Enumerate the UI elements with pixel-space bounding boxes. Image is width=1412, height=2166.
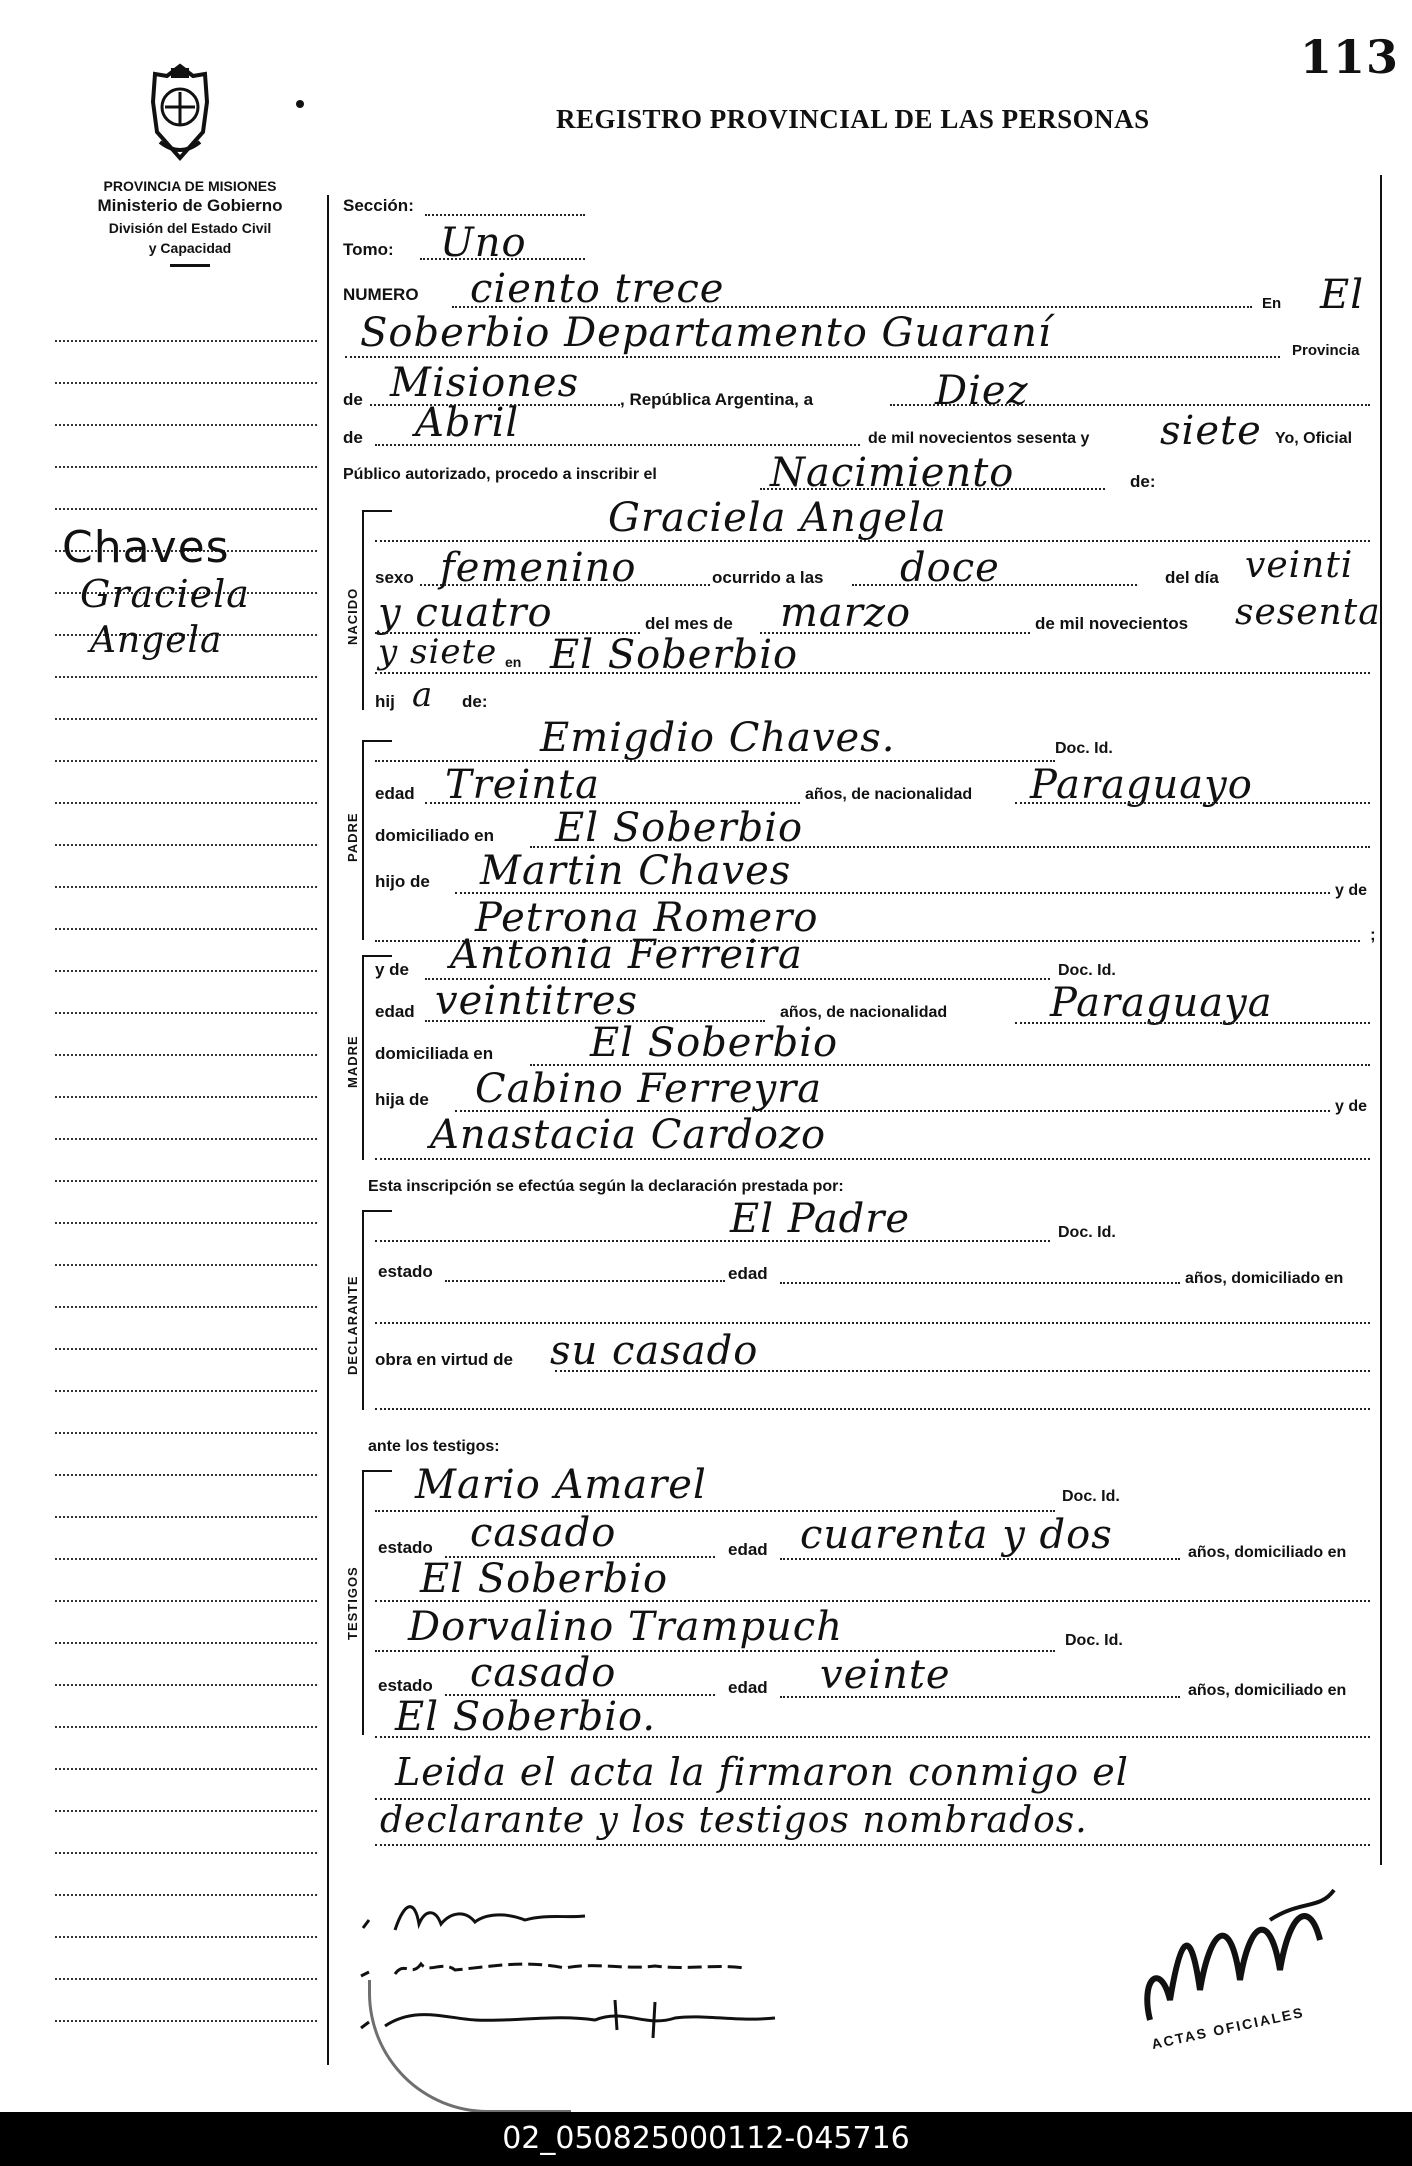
margin-dotted-line <box>55 1390 317 1392</box>
margin-dotted-line <box>55 802 317 804</box>
sexo-value: femenino <box>440 545 637 591</box>
padre-edad-label: edad <box>375 784 415 803</box>
padre-bracket <box>362 740 364 940</box>
testigo2-dom-value: El Soberbio. <box>395 1694 657 1740</box>
republica-label: , República Argentina, a <box>620 390 814 409</box>
anio2-value: y siete <box>378 632 498 672</box>
testigo2-estado-label: estado <box>378 1676 433 1695</box>
lugar-value: Soberbio Departamento Guaraní <box>360 310 1052 356</box>
declarante-bracket <box>362 1210 364 1410</box>
margin-dotted-line <box>55 928 317 930</box>
madre-dom-label: domiciliada en <box>375 1044 494 1063</box>
testigo1-dom-value: El Soberbio <box>420 1556 669 1602</box>
dia-value: veinti <box>1245 545 1354 586</box>
margin-dotted-line <box>55 1852 317 1854</box>
margin-dotted-line <box>55 886 317 888</box>
margin-dotted-line <box>55 1600 317 1602</box>
margin-note-line2: Graciela <box>80 572 250 616</box>
provincia-label: Provincia <box>1292 342 1360 359</box>
lugar-nac-value: El Soberbio <box>550 632 799 678</box>
testigos-bracket <box>362 1470 364 1735</box>
tomo-label: Tomo: <box>343 240 394 259</box>
margin-border <box>327 195 329 2065</box>
org-line3: División del Estado Civil <box>108 220 272 236</box>
mes-reg-value: Abril <box>415 400 520 446</box>
madre-dom-value: El Soberbio <box>590 1020 839 1066</box>
nacido-section-title: NACIDO <box>345 587 360 645</box>
testigo2-anios-label: años, domiciliado en <box>1188 1682 1347 1699</box>
padre-nac-label: años, de nacionalidad <box>805 786 973 803</box>
margin-dotted-line <box>55 1810 317 1812</box>
padre-dom-label: domiciliado en <box>375 826 495 845</box>
testigo1-estado-label: estado <box>378 1538 433 1557</box>
testigo1-edad-value: cuarenta y dos <box>800 1512 1113 1558</box>
padre-madre-value: Petrona Romero <box>475 895 819 941</box>
testigo1-value: Mario Amarel <box>415 1462 707 1508</box>
de3-label: de: <box>1130 472 1156 491</box>
madre-hija-de-label: hija de <box>375 1090 429 1109</box>
madre-doc-label: Doc. Id. <box>1058 962 1116 979</box>
numero-value: ciento trece <box>470 266 725 312</box>
madre-edad-value: veintitres <box>435 978 639 1024</box>
madre-bracket <box>362 955 364 1160</box>
padre-padre-value: Martin Chaves <box>480 848 792 894</box>
signature-declarante <box>355 1890 655 1945</box>
padre-hijo-de-label: hijo de <box>375 872 430 891</box>
margin-dotted-line <box>55 466 317 468</box>
de-label: de <box>343 390 363 409</box>
madre-y-de2-label: y de <box>1335 1098 1368 1115</box>
padre-semicolon: ; <box>1370 925 1376 944</box>
obra-value: su casado <box>550 1328 759 1374</box>
margin-dotted-line <box>55 1768 317 1770</box>
padre-doc-label: Doc. Id. <box>1055 740 1113 757</box>
dia2-value: y cuatro <box>378 590 553 636</box>
coat-of-arms-icon <box>145 62 215 167</box>
padre-section-title: PADRE <box>345 812 360 862</box>
madre-edad-label: edad <box>375 1002 415 1021</box>
margin-dotted-line <box>55 1558 317 1560</box>
declarante-edad-label: edad <box>728 1264 768 1283</box>
margin-dotted-line <box>55 1222 317 1224</box>
margin-dotted-line <box>55 1474 317 1476</box>
testigos-section-title: TESTIGOS <box>345 1566 360 1640</box>
margin-dotted-line <box>55 676 317 678</box>
margin-dotted-line <box>55 1012 317 1014</box>
testigo1-doc-label: Doc. Id. <box>1062 1488 1120 1505</box>
stamp-text: ACTAS OFICIALES <box>1150 2003 1306 2053</box>
org-line1: PROVINCIA DE MISIONES <box>103 178 277 194</box>
en-value: El <box>1320 272 1364 318</box>
margin-dotted-line <box>55 970 317 972</box>
margin-dotted-line <box>55 1054 317 1056</box>
padre-dom-value: El Soberbio <box>555 805 804 851</box>
testigo1-edad-label: edad <box>728 1540 768 1559</box>
declarante-estado-label: estado <box>378 1262 433 1281</box>
padre-edad-value: Treinta <box>445 762 600 808</box>
mes-value: marzo <box>780 590 912 636</box>
margin-dotted-line <box>55 1432 317 1434</box>
org-line4: y Capacidad <box>148 240 232 256</box>
madre-nac-value: Paraguaya <box>1050 980 1273 1026</box>
margin-dotted-line <box>55 844 317 846</box>
margin-dotted-line <box>55 1726 317 1728</box>
organization-block <box>55 178 325 267</box>
margin-dotted-line <box>55 1264 317 1266</box>
madre-padre-value: Cabino Ferreyra <box>475 1066 823 1112</box>
nombre-value: Graciela Angela <box>608 495 947 541</box>
sexo-label: sexo <box>375 568 414 587</box>
right-border <box>1380 175 1382 1865</box>
margin-dotted-line <box>55 1138 317 1140</box>
testigo2-estado-value: casado <box>470 1650 617 1696</box>
numero-label: NUMERO <box>343 285 419 304</box>
seccion-label: Sección: <box>343 196 414 215</box>
tomo-value: Uno <box>440 220 527 266</box>
testigo1-estado-value: casado <box>470 1510 617 1556</box>
padre-value: Emigdio Chaves. <box>540 715 896 761</box>
declarante-doc-label: Doc. Id. <box>1058 1224 1116 1241</box>
margin-note-line3: Angela <box>90 620 223 661</box>
en2-label: en <box>505 654 522 670</box>
inscripcion-label: Esta inscripción se efectúa según la declaración prestada por: <box>368 1178 844 1195</box>
hij-de-label: de: <box>462 692 488 711</box>
declarante-value: El Padre <box>730 1196 911 1242</box>
margin-dotted-line <box>55 1684 317 1686</box>
padre-nac-value: Paraguayo <box>1030 762 1253 808</box>
ante-label: ante los testigos: <box>368 1438 500 1455</box>
padre-y-de-label: y de <box>1335 882 1368 899</box>
margin-dotted-line <box>55 718 317 720</box>
footer-id: 02_050825000112-045716 <box>0 2112 1412 2166</box>
margin-dotted-line <box>55 1180 317 1182</box>
margin-dotted-line <box>55 382 317 384</box>
margin-dotted-line <box>55 1642 317 1644</box>
margin-dotted-line <box>55 1894 317 1896</box>
de-mil-nov-label: de mil novecientos <box>1035 614 1189 633</box>
margin-dotted-line <box>55 424 317 426</box>
org-line2: Ministerio de Gobierno <box>97 196 283 215</box>
closing-line1: Leida el acta la firmaron conmigo el <box>395 1750 1129 1794</box>
nacido-bracket <box>362 510 364 710</box>
acto-value: Nacimiento <box>770 450 1015 496</box>
testigo2-edad-label: edad <box>728 1678 768 1697</box>
del-dia-label: del día <box>1165 568 1219 587</box>
margin-dotted-line <box>55 760 317 762</box>
testigo2-value: Dorvalino Trampuch <box>408 1604 843 1650</box>
testigo2-doc-label: Doc. Id. <box>1065 1632 1123 1649</box>
declarante-section-title: DECLARANTE <box>345 1275 360 1375</box>
round-seal <box>368 1980 571 2113</box>
margin-dotted-line <box>55 340 317 342</box>
margin-dotted-line <box>55 1978 317 1980</box>
document-title: REGISTRO PROVINCIAL DE LAS PERSONAS <box>556 104 1150 134</box>
testigo1-anios-label: años, domiciliado en <box>1188 1544 1347 1561</box>
margin-dotted-line <box>55 508 317 510</box>
declarante-anios-label: años, domiciliado en <box>1185 1270 1344 1287</box>
en-label: En <box>1262 295 1282 312</box>
yo-oficial-label: Yo, Oficial <box>1275 430 1353 447</box>
publico-label: Público autorizado, procedo a inscribir el <box>343 466 657 483</box>
madre-y-de-label: y de <box>375 960 410 979</box>
margin-note-line1: Chaves <box>62 522 230 573</box>
obra-label: obra en virtud de <box>375 1350 513 1369</box>
testigo2-edad-value: veinte <box>820 1652 951 1698</box>
madre-value: Antonia Ferreira <box>450 932 803 978</box>
madre-nac-label: años, de nacionalidad <box>780 1004 948 1021</box>
margin-dotted-line <box>55 1936 317 1938</box>
anio-value: sesenta <box>1235 592 1381 633</box>
madre-section-title: MADRE <box>345 1035 360 1088</box>
hora-value: doce <box>900 545 1000 591</box>
page-number: 113 <box>1300 30 1400 84</box>
ocurrido-label: ocurrido a las <box>712 568 824 587</box>
hij-suffix: a <box>412 675 434 715</box>
official-signature <box>1120 1880 1350 2035</box>
margin-dotted-line <box>55 1306 317 1308</box>
anio-reg-value: siete <box>1160 408 1262 454</box>
hij-label: hij <box>375 692 395 711</box>
margin-dotted-line <box>55 2020 317 2022</box>
bullet-dot <box>296 100 304 108</box>
dia-reg-value: Diez <box>935 368 1029 414</box>
del-mes-label: del mes de <box>645 614 733 633</box>
provincia-value: Misiones <box>390 360 580 406</box>
margin-dotted-line <box>55 1348 317 1350</box>
madre-madre-value: Anastacia Cardozo <box>430 1112 827 1158</box>
margin-dotted-line <box>55 1096 317 1098</box>
de2-label: de <box>343 428 363 447</box>
closing-line2: declarante y los testigos nombrados. <box>380 1800 1088 1841</box>
margin-dotted-line <box>55 1516 317 1518</box>
de-mil-label: de mil novecientos sesenta y <box>868 430 1090 447</box>
